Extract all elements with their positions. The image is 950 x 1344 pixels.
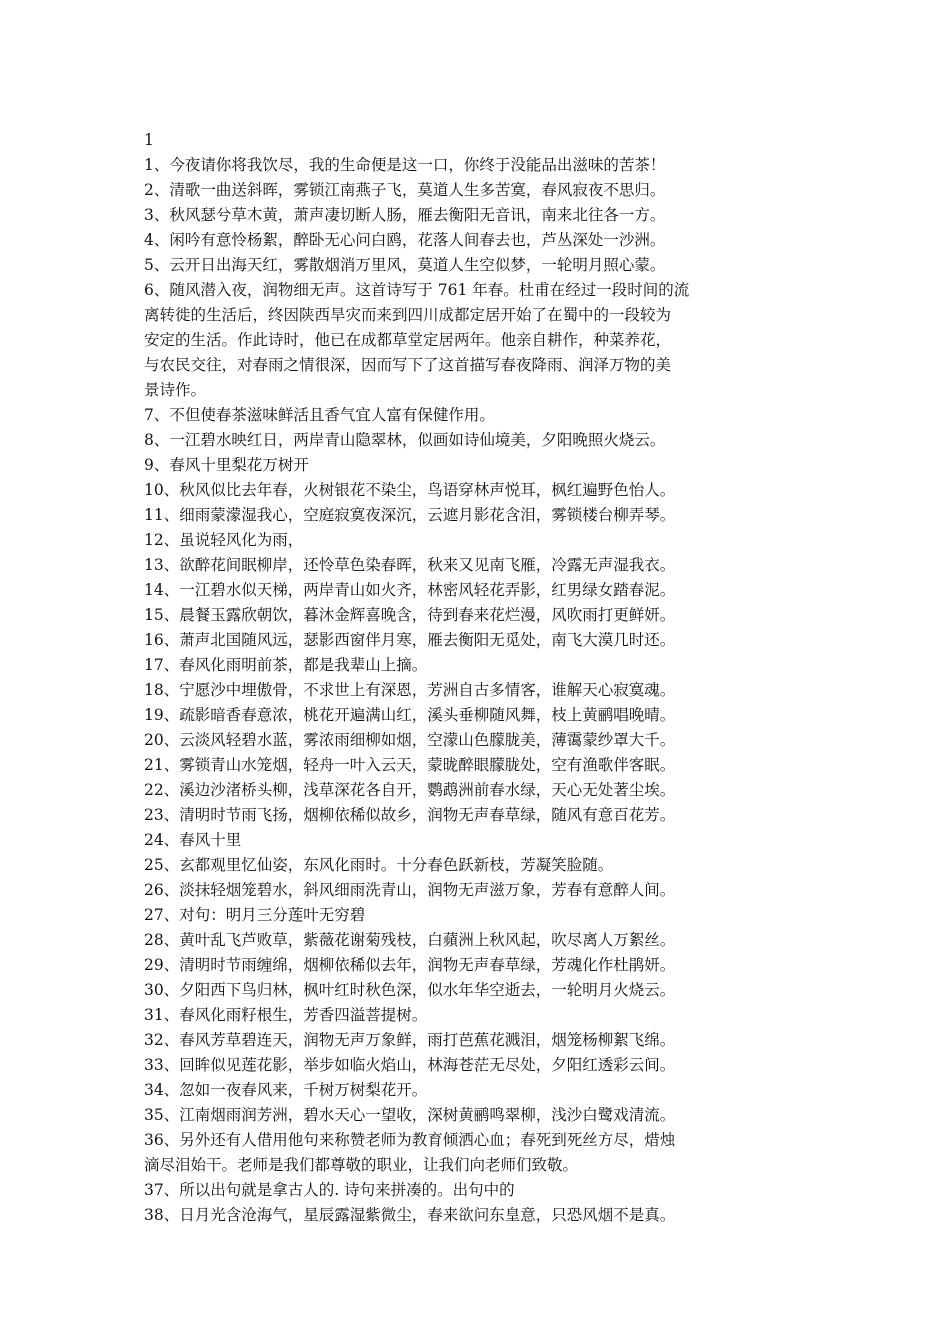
text-line: 16、萧声北国随风远，瑟影西窗伴月寒，雁去衡阳无觅处，南飞大漠几时还。	[144, 631, 676, 649]
text-line: 30、夕阳西下鸟归林，枫叶红时秋色深，似水年华空逝去，一轮明月火烧云。	[144, 981, 676, 999]
text-line: 38、日月光含沧海气，星辰露湿紫微尘，春来欲问东皇意，只恐风烟不是真。	[144, 1206, 676, 1224]
text-line: 5、云开日出海天红，雾散烟消万里风，莫道人生空似梦，一轮明月照心蒙。	[144, 256, 666, 274]
text-line: 8、一江碧水映红日，两岸青山隐翠林，似画如诗仙境美，夕阳晚照火烧云。	[144, 431, 666, 449]
text-line: 37、所以出句就是拿古人的. 诗句来拼凑的。出句中的	[144, 1181, 515, 1199]
text-line: 28、黄叶乱飞芦败草，紫薇花谢菊残枝，白蘋洲上秋风起，吹尽离人万絮丝。	[144, 931, 676, 949]
text-line: 17、春风化雨明前茶，都是我辈山上摘。	[144, 656, 428, 674]
text-line: 景诗作。	[144, 381, 207, 399]
text-line: 7、不但使春茶滋味鲜活且香气宜人富有保健作用。	[144, 406, 495, 424]
document-lines	[144, 153, 804, 1228]
text-line: 32、春风芳草碧连天，润物无声万象鲜，雨打芭蕉花溅泪，烟笼杨柳絮飞绵。	[144, 1031, 676, 1049]
text-line: 12、虽说轻风化为雨，	[144, 531, 304, 549]
text-line: 35、江南烟雨润芳洲，碧水天心一望收，深树黄鹂鸣翠柳，浅沙白鹭戏清流。	[144, 1106, 676, 1124]
text-line: 27、对句：明月三分莲叶无穷碧	[144, 906, 366, 924]
text-line: 9、春风十里梨花万树开	[144, 456, 309, 474]
text-line: 31、春风化雨籽根生，芳香四溢菩提树。	[144, 1006, 428, 1024]
text-line: 14、一江碧水似天梯，两岸青山如火齐，林密风轻花弄影，红男绿女踏春泥。	[144, 581, 676, 599]
text-line: 离转徙的生活后，终因陕西旱灾而来到四川成都定居开始了在蜀中的一段较为	[144, 306, 672, 324]
text-line: 26、淡抹轻烟笼碧水，斜风细雨洗青山，润物无声滋万象，芳春有意醉人间。	[144, 881, 676, 899]
text-line: 2、清歌一曲送斜晖，雾锁江南燕子飞，莫道人生多苦寞，春风寂夜不思归。	[144, 181, 666, 199]
text-line: 34、忽如一夜春风来，千树万树梨花开。	[144, 1081, 428, 1099]
text-line: 29、清明时节雨缠绵，烟柳依稀似去年，润物无声春草绿，芳魂化作杜鹃妍。	[144, 956, 676, 974]
text-line: 10、秋风似比去年春，火树银花不染尘，鸟语穿林声悦耳，枫红遍野色怡人。	[144, 481, 676, 499]
text-line: 3、秋风瑟兮草木黄，萧声凄切断人肠，雁去衡阳无音讯，南来北往各一方。	[144, 206, 666, 224]
text-line: 1、今夜请你将我饮尽，我的生命便是这一口，你终于没能品出滋味的苦茶！	[144, 156, 666, 174]
text-line: 13、欲醉花间眠柳岸，还怜草色染春晖，秋来又见南飞雁，冷露无声湿我衣。	[144, 556, 676, 574]
text-line: 25、玄都观里忆仙姿，东风化雨时。十分春色跃新枝，芳凝笑脸随。	[144, 856, 614, 874]
text-line: 20、云淡风轻碧水蓝，雾浓雨细柳如烟，空濛山色朦胧美，薄霭蒙纱罩大千。	[144, 731, 676, 749]
text-line: 11、细雨蒙濛湿我心，空庭寂寞夜深沉，云遮月影花含泪，雾锁楼台柳弄琴。	[144, 506, 676, 524]
text-line: 23、清明时节雨飞扬，烟柳依稀似故乡，润物无声春草绿，随风有意百花芳。	[144, 806, 676, 824]
text-line: 15、晨餐玉露欣朝饮，暮沐金辉喜晚含，待到春来花烂漫，风吹雨打更鲜妍。	[144, 606, 676, 624]
text-line: 21、雾锁青山水笼烟，轻舟一叶入云天，蒙昽醉眼朦胧处，空有渔歌伴客眠。	[144, 756, 676, 774]
text-line: 22、溪边沙渚桥头柳，浅草深花各自开，鹦鹉洲前春水绿，天心无处著尘埃。	[144, 781, 676, 799]
text-line: 与农民交往，对春雨之情很深，因而写下了这首描写春夜降雨、润泽万物的美	[144, 356, 672, 374]
text-line: 6、随风潜入夜，润物细无声。这首诗写于 761 年春。杜甫在经过一段时间的流	[144, 281, 690, 299]
text-line: 24、春风十里	[144, 831, 242, 849]
text-line: 18、宁愿沙中埋傲骨，不求世上有深恩，芳洲自古多情客，谁解天心寂寞魂。	[144, 681, 676, 699]
page-number: 1	[144, 131, 154, 149]
text-line: 33、回眸似见莲花影，举步如临火焰山，林海苍茫无尽处，夕阳红透彩云间。	[144, 1056, 676, 1074]
text-line: 安定的生活。作此诗时，他已在成都草堂定居两年。他亲自耕作，种菜养花，	[144, 331, 672, 349]
text-line: 滴尽泪始干。老师是我们都尊敬的职业，让我们向老师们致敬。	[144, 1156, 579, 1174]
document-body	[144, 128, 804, 1228]
text-line: 36、另外还有人借用他句来称赞老师为教育倾洒心血；春死到死丝方尽，焟烛	[144, 1131, 676, 1149]
text-line: 19、疏影暗香春意浓，桃花开遍满山红，溪头垂柳随风舞，枝上黄鹂唱晚晴。	[144, 706, 676, 724]
text-line: 4、闲吟有意怜杨絮，醉卧无心问白鸥，花落人间春去也，芦丛深处一沙洲。	[144, 231, 666, 249]
